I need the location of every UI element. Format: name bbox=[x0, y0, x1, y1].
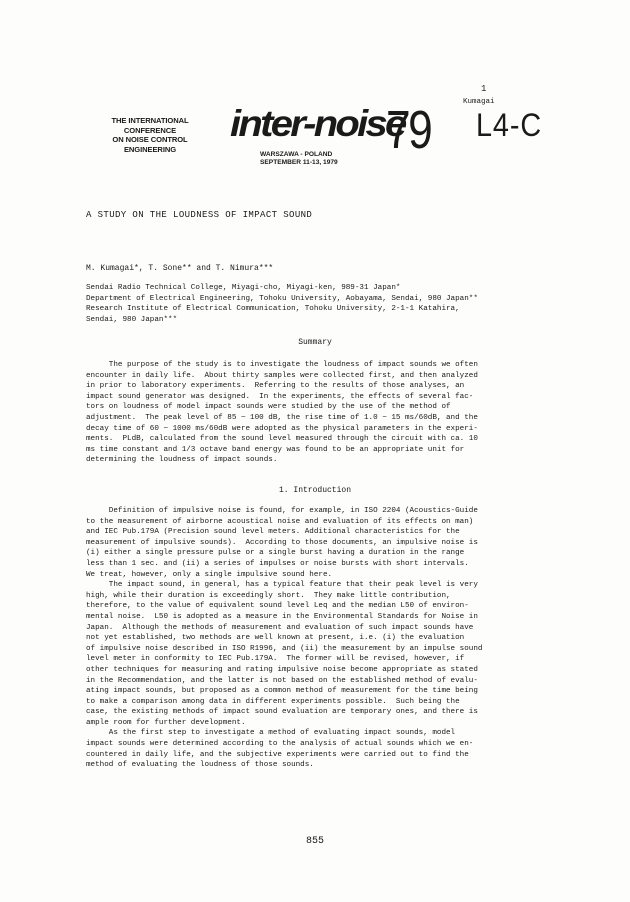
text-line: The purpose of the study is to investigate the loudness of impact sounds we often bbox=[86, 361, 478, 369]
text-line: As the first step to investigate a method of evaluating impact sounds, model bbox=[86, 729, 456, 738]
text-line: We treat, however, only a single impulsive sound here. bbox=[86, 570, 333, 579]
text-line: (i) either a single pressure pulse or a single burst having a duration in the range bbox=[86, 549, 465, 558]
affiliations bbox=[86, 283, 478, 325]
conference-name bbox=[85, 116, 215, 154]
text-line: impact sound generator was designed. In the experiments, the effects of several fac- bbox=[86, 392, 474, 401]
text-line: determining the loudness of impact sounds. bbox=[86, 456, 278, 465]
affiliation-line: Sendai Radio Technical College, Miyagi-cho, Miyagi-ken, 989-31 Japan* bbox=[86, 284, 401, 292]
introduction-text bbox=[86, 506, 482, 771]
section-heading: 1. Introduction bbox=[278, 486, 351, 495]
dates-text: SEPTEMBER 11-13, 1979 bbox=[260, 159, 338, 166]
text-line: and IEC Pub.179A (Precision sound level meters. Additional characteristics for the bbox=[86, 528, 460, 537]
affiliation-line: Research Institute of Electrical Communication, Tohoku University, 2-1-1 Katahira, bbox=[86, 305, 460, 314]
conference-line: THE INTERNATIONAL bbox=[111, 116, 189, 125]
text-line: therefore, to the value of equivalent sound level Leq and the median L50 of environ- bbox=[86, 602, 469, 611]
text-line: Japan. Although the methods of measurement and evaluation of such impact sounds have bbox=[86, 623, 474, 632]
text-line: encounter in daily life. About thirty samples were collected first, and then analyzed bbox=[86, 371, 478, 380]
summary-heading: Summary bbox=[298, 338, 332, 347]
text-line: decay time of 60 ~ 1000 ms/60dB were adopted as the physical parameters in the experi- bbox=[86, 424, 478, 433]
text-line: Definition of impulsive noise is found, for example, in ISO 2204 (Acoustics-Guide bbox=[86, 507, 478, 515]
text-line: other techniques for measuring and rating impulsive noise become appropriate as stated bbox=[86, 665, 478, 674]
location-text: WARSZAWA - POLAND bbox=[260, 151, 333, 158]
text-line: countered in daily life, and the subjective experiments were carried out to find the bbox=[86, 750, 469, 759]
conference-location bbox=[260, 151, 338, 167]
text-line: less than 1 sec. and (ii) a series of impulses or noise bursts with short intervals. bbox=[86, 559, 469, 568]
text-line: tors on loudness of model impact sounds were studied by the use of the method of bbox=[86, 403, 451, 412]
internoise-logo: inter-noise bbox=[230, 103, 405, 144]
text-line: level meter in conformity to IEC Pub.179A. The former will be revised, however, if bbox=[86, 655, 465, 664]
text-line: adjustment. The peak level of 85 ~ 100 dB, the rise time of 1.0 ~ 15 ms/60dB, and the bbox=[86, 413, 478, 422]
text-line: impact sounds were determined according to the analysis of actual sounds which we en- bbox=[86, 740, 474, 749]
text-line: The impact sound, in general, has a typical feature that their peak level is very bbox=[86, 581, 478, 590]
affiliation-line: Department of Electrical Engineering, Tohoku University, Aobayama, Sendai, 980 Japan** bbox=[86, 294, 478, 303]
paper-authors: M. Kumagai*, T. Sone** and T. Nimura*** bbox=[86, 264, 274, 273]
conference-year: 79 bbox=[386, 100, 431, 160]
author-tag: Kumagai bbox=[463, 98, 495, 106]
text-line: in prior to laboratory experiments. Referring to the results of those analyses, an bbox=[86, 382, 465, 391]
text-line: not yet established, two methods are well known at present, i.e. (i) the evaluation bbox=[86, 634, 465, 643]
text-line: in the Recommendation, and the latter is not based on the established method of evalu- bbox=[86, 676, 478, 685]
conference-line: ON NOISE CONTROL bbox=[112, 135, 188, 145]
conference-line: CONFERENCE bbox=[123, 125, 177, 135]
text-line: ments. PLdB, calculated from the sound level measured through the circuit with ca. 10 bbox=[86, 435, 478, 444]
text-line: to make a comparison among data in different experiments possible. Such being the bbox=[86, 697, 460, 706]
text-line: measurement of impulsive sounds). According to those documents, an impulsive noise is bbox=[86, 538, 478, 547]
conference-line: ENGINEERING bbox=[123, 144, 177, 154]
page-footer-number: 855 bbox=[305, 836, 324, 847]
text-line: ample room for further development. bbox=[86, 718, 246, 727]
text-line: high, while their duration is exceedingly short. They make little contribution, bbox=[86, 591, 451, 600]
paper-code: L4-C bbox=[476, 107, 543, 143]
text-line: ating impact sounds, but proposed as a common method of measurement for the time being bbox=[86, 687, 478, 696]
text-line: case, the existing methods of impact sound evaluation are temporary ones, and there is bbox=[86, 708, 478, 717]
text-line: to the measurement of airborne acoustical noise and evaluation of its effects on man) bbox=[86, 517, 474, 526]
abstract-text bbox=[86, 360, 478, 466]
text-line: of impulsive noise described in ISO R1996, and (ii) the measurement by an impulse sound bbox=[86, 644, 483, 653]
paper-title: A STUDY ON THE LOUDNESS OF IMPACT SOUND bbox=[86, 210, 313, 220]
page-number: 1 bbox=[481, 84, 487, 94]
affiliation-line: Sendai, 980 Japan*** bbox=[86, 315, 178, 324]
text-line: mental noise. L50 is adopted as a measure in the Environmental Standards for Noise in bbox=[86, 612, 478, 621]
text-line: ms time constant and 1/3 octave band energy was found to be an appropriate unit for bbox=[86, 445, 465, 454]
text-line: method of evaluating the loudness of those sounds. bbox=[86, 761, 314, 770]
